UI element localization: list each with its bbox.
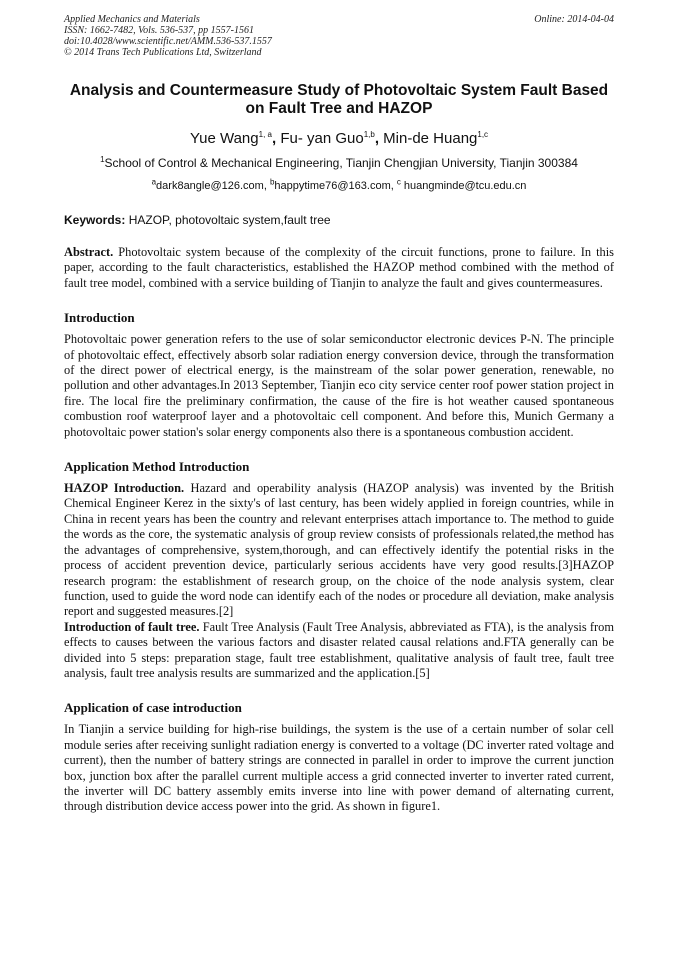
online-date: Online: 2014-04-04	[534, 14, 614, 25]
affiliation-superscript: 1	[100, 155, 105, 164]
email-superscript: b	[269, 177, 275, 187]
author-list	[64, 130, 614, 148]
email: huangminde@tcu.edu.cn	[400, 180, 527, 192]
author-separator: ,	[271, 130, 281, 147]
introduction-paragraph: Photovoltaic power generation refers to the use of solar semiconductor electronic devices P-N. The principle of photovoltaic effect, effectively absorb solar radiation energy conversion device, through the transformation of the direct power of electrical energy, is the mainstream of the solar power generation, renewable, no pollution and other advantages.In 2013 September, Tianjin eco city service center roof power station project in fire. The local fire the preliminary confirmation, the cause of the fire is hot weather caused spontaneous combustion roof waterproof layer and a photovoltaic cell component. And before this, Munich Germany a photovoltaic power station's solar energy components also there is a spontaneous combustion accident.	[64, 332, 614, 439]
author-superscript: 1,c	[477, 130, 489, 139]
email-superscript: a	[151, 177, 157, 187]
author-superscript: 1, a	[258, 130, 272, 139]
author-separator: ,	[374, 130, 384, 147]
paper-title: Analysis and Countermeasure Study of Photovoltaic System Fault Based on Fault Tree and HAZOP	[69, 82, 609, 117]
affiliation	[64, 156, 614, 171]
fta-paragraph	[64, 620, 614, 682]
fta-text: Fault Tree Analysis (Fault Tree Analysis, abbreviated as FTA), is the analysis from effects to causes between the various factors and disaster related causal relations and.FTA generally can be divided into 5 steps: preparation stage, fault tree establishment, qualitative analysis of fault tree, fault tree analysis, fault tree analysis results are summarized and the application.[5]	[64, 619, 614, 680]
hazop-paragraph	[64, 481, 614, 620]
author-superscript: 1,b	[363, 130, 375, 139]
section-heading-method: Application Method Introduction	[64, 459, 250, 475]
journal-info	[64, 14, 272, 58]
section-heading-introduction: Introduction	[64, 310, 135, 326]
affiliation-text: School of Control & Mechanical Engineering, Tianjin Chengjian University, Tianjin 300384	[104, 156, 578, 170]
journal-copyright: © 2014 Trans Tech Publications Ltd, Switzerland	[64, 47, 262, 58]
hazop-text: Hazard and operability analysis (HAZOP analysis) was invented by the British Chemical Engineer Kerez in the sixty's of last century, has been widely applied in foreign countries, while in China in recent years has been the country and relevant enterprises attach importance to. The method to guide the words as the core, the systematic analysis of group review consists of professionals related,the method has the advantages of comprehensive, system,thorough, and can effectively identify the potential risks in the process of accident prevention device, particularly serious accidents have very good results.[3]HAZOP research program: the establishment of research group, on the choice of the node analysis system, clear function, used to guide the word node can identify each of the nodes or procedure all deviation, make analysis report and suggested measures.[2]	[64, 481, 614, 619]
journal-doi: doi:10.4028/www.scientific.net/AMM.536-537.1557	[64, 36, 272, 47]
email: dark8angle@126.com,	[156, 180, 270, 192]
abstract-text: Photovoltaic system because of the complexity of the circuit functions, prone to failure. In this paper, according to the fault characteristics, established the HAZOP method combined with the method of fault tree model, combined with a service building of Tianjin to analyze the fault and gives countermeasures.	[64, 245, 614, 290]
author-name: Yue Wang	[189, 130, 259, 147]
keywords-label: Keywords:	[64, 213, 126, 227]
fta-label: Introduction of fault tree.	[64, 619, 200, 634]
keywords	[64, 213, 614, 228]
email: happytime76@163.com,	[274, 180, 397, 192]
keywords-text: HAZOP, photovoltaic system,fault tree	[125, 213, 331, 227]
abstract-label: Abstract.	[64, 245, 114, 259]
journal-name: Applied Mechanics and Materials	[64, 14, 200, 25]
hazop-label: HAZOP Introduction.	[64, 481, 185, 496]
abstract	[64, 245, 614, 291]
journal-issn: ISSN: 1662-7482, Vols. 536-537, pp 1557-1561	[64, 25, 254, 36]
email-superscript: c	[396, 177, 401, 187]
author-emails	[64, 179, 614, 193]
journal-header	[64, 14, 614, 58]
author-name: Fu- yan Guo	[280, 130, 364, 147]
author-name: Min-de Huang	[383, 130, 478, 147]
case-paragraph: In Tianjin a service building for high-rise buildings, the system is the use of a certain number of solar cell module series after receiving sunlight radiation energy is converted to a voltage (DC inverter rated voltage and current), then the number of battery strings are connected in parallel in order to improve the current junction box, junction box after the parallel current multiple access a grid connected inverter to inverter rated current, the inverter will DC battery assembly emits inverse into line with power demand of alternating current, through distribution device access power into the grid. As shown in figure1.	[64, 722, 614, 814]
section-heading-case: Application of case introduction	[64, 700, 242, 716]
